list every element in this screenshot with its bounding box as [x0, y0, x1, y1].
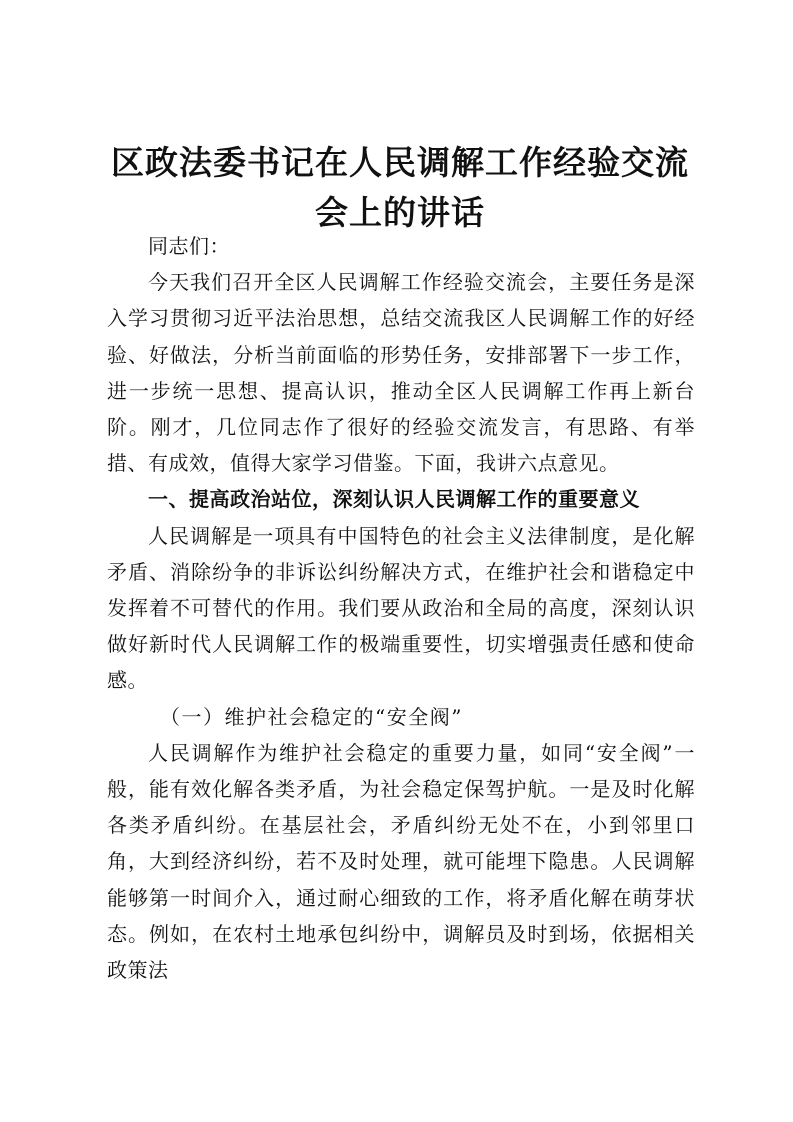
salutation: 同志们： — [148, 234, 230, 258]
document-body — [107, 228, 695, 988]
subsection-1-paragraph: 人民调解作为维护社会稳定的重要力量，如同“安全阀”一般，能有效化解各类矛盾，为社会稳定保驾护航。一是及时化解各类矛盾纠纷。在基层社会，矛盾纠纷无处不在，小到邻里口角，大到经济纠纷，若不及时处理，就可能埋下隐患。人民调解能够第一时间介入，通过耐心细致的工作，将矛盾化解在萌芽状态。例如，在农村土地承包纠纷中，调解员及时到场，依据相关政策法 — [107, 740, 695, 983]
section-1-paragraph: 人民调解是一项具有中国特色的社会主义法律制度，是化解矛盾、消除纷争的非诉讼纠纷解决方式，在维护社会和谐稳定中发挥着不可替代的作用。我们要从政治和全局的高度，深刻认识做好新时代人民调解工作的极端重要性，切实增强责任感和使命感。 — [107, 523, 695, 693]
subsection-heading-1: （一）维护社会稳定的“安全阀” — [160, 704, 463, 729]
document-title: 区政法委书记在人民调解工作经验交流会上的讲话 — [111, 143, 689, 232]
section-heading-1: 一、提高政治站位，深刻认识人民调解工作的重要意义 — [148, 487, 640, 512]
opening-paragraph: 今天我们召开全区人民调解工作经验交流会，主要任务是深入学习贯彻习近平法治思想，总结交流我区人民调解工作的好经验、好做法，分析当前面临的形势任务，安排部署下一步工作，进一步统一思想、提高认识，推动全区人民调解工作再上新台阶。刚才，几位同志作了很好的经验交流发言，有思路、有举措、有成效，值得大家学习借鉴。下面，我讲六点意见。 — [107, 270, 695, 476]
